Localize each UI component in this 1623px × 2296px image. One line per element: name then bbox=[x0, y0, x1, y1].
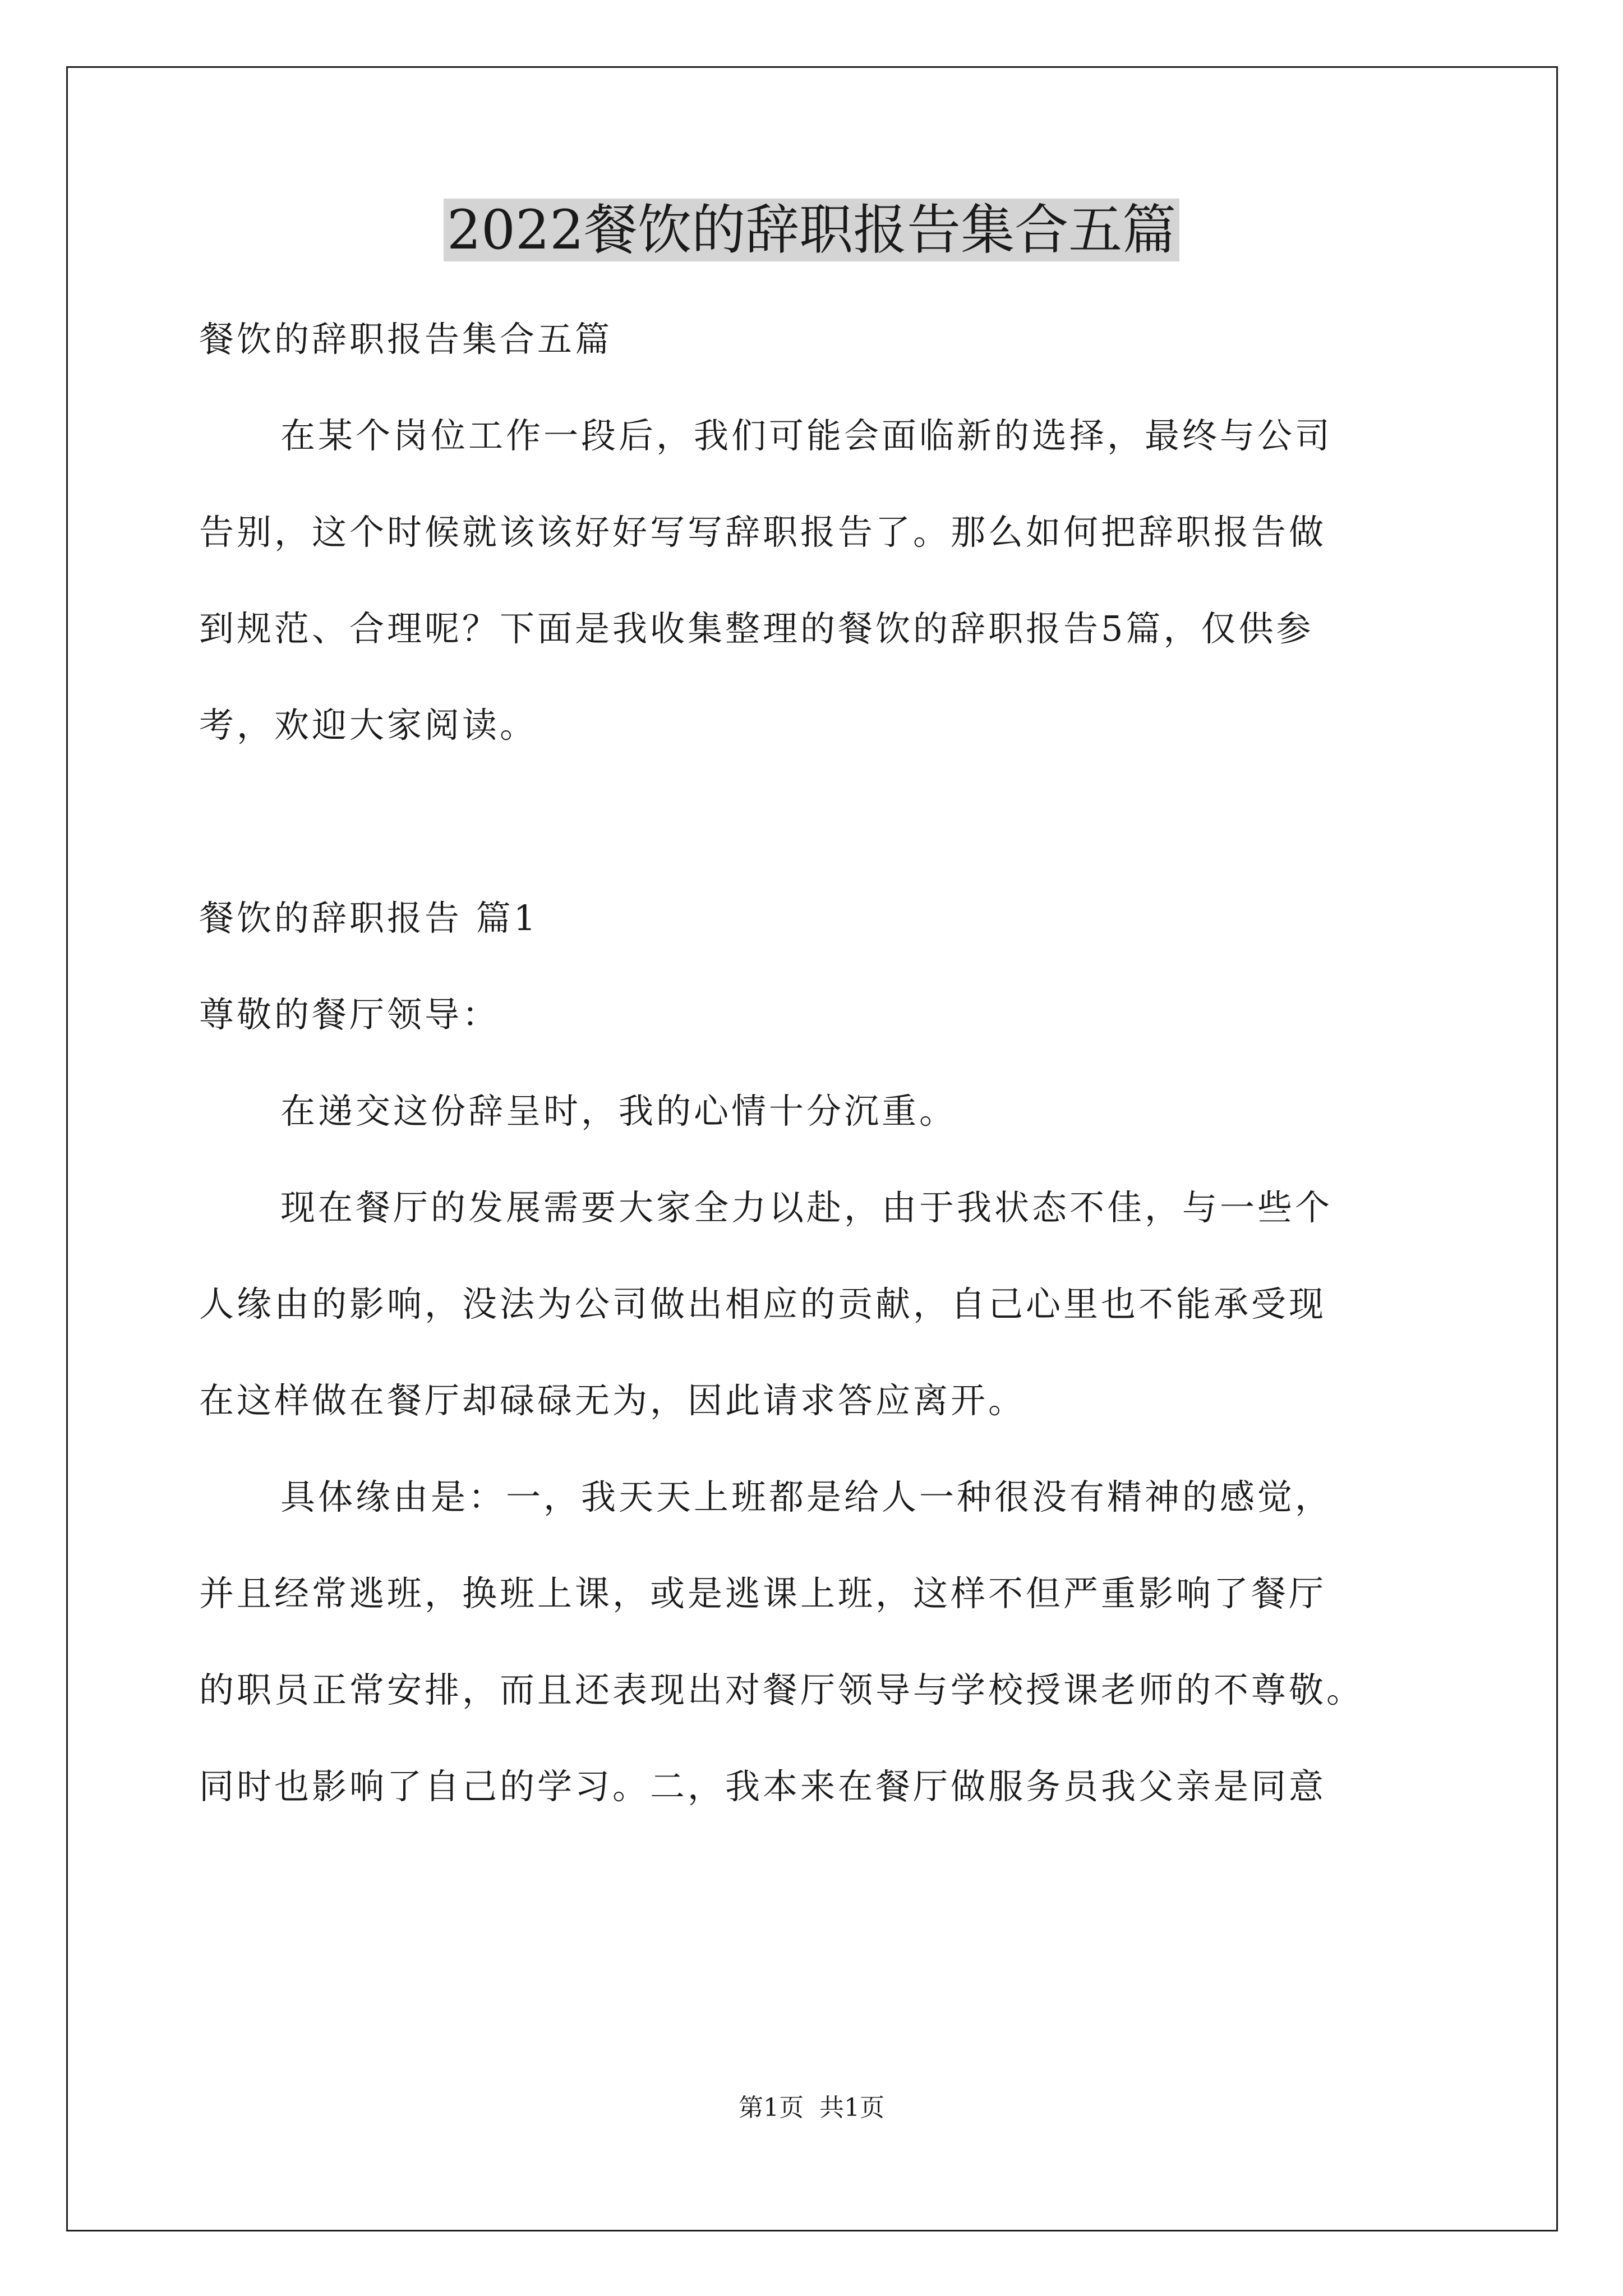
body-line: 在某个岗位工作一段后，我们可能会面临新的选择，最终与公司 bbox=[280, 415, 1333, 456]
body-line: 在递交这份辞呈时，我的心情十分沉重。 bbox=[280, 1091, 957, 1131]
paragraph-gap bbox=[199, 794, 1433, 890]
body-line: 告别，这个时候就该该好好写写辞职报告了。那么如何把辞职报告做 bbox=[199, 512, 1327, 553]
body-line: 现在餐厅的发展需要大家全力以赴，由于我状态不佳，与一些个 bbox=[280, 1187, 1333, 1228]
body-line: 并且经常逃班，换班上课，或是逃课上班，这样不但严重影响了餐厅 bbox=[199, 1573, 1327, 1614]
body-line: 考，欢迎大家阅读。 bbox=[199, 705, 538, 746]
document-body bbox=[199, 311, 1433, 1855]
document-title bbox=[0, 194, 1623, 266]
body-line: 具体缘由是：一，我天天上班都是给人一种很没有精神的感觉， bbox=[280, 1476, 1333, 1517]
body-line: 同时也影响了自己的学习。二，我本来在餐厅做服务员我父亲是同意 bbox=[199, 1766, 1327, 1807]
body-line: 在这样做在餐厅却碌碌无为，因此请求答应离开。 bbox=[199, 1380, 1026, 1421]
subtitle-line: 餐饮的辞职报告集合五篇 bbox=[199, 319, 613, 360]
salutation-line: 尊敬的餐厅领导： bbox=[199, 994, 500, 1035]
document-title-text: 2022餐饮的辞职报告集合五篇 bbox=[444, 199, 1179, 261]
body-line: 到规范、合理呢？下面是我收集整理的餐饮的辞职报告5篇，仅供参 bbox=[199, 608, 1314, 649]
body-line: 人缘由的影响，没法为公司做出相应的贡献，自己心里也不能承受现 bbox=[199, 1283, 1327, 1324]
section-heading: 餐饮的辞职报告 篇1 bbox=[199, 898, 539, 938]
body-line: 的职员正常安排，而且还表现出对餐厅领导与学校授课老师的不尊敬。 bbox=[199, 1669, 1364, 1710]
page-footer: 第1页 共1页 bbox=[739, 2093, 884, 2122]
